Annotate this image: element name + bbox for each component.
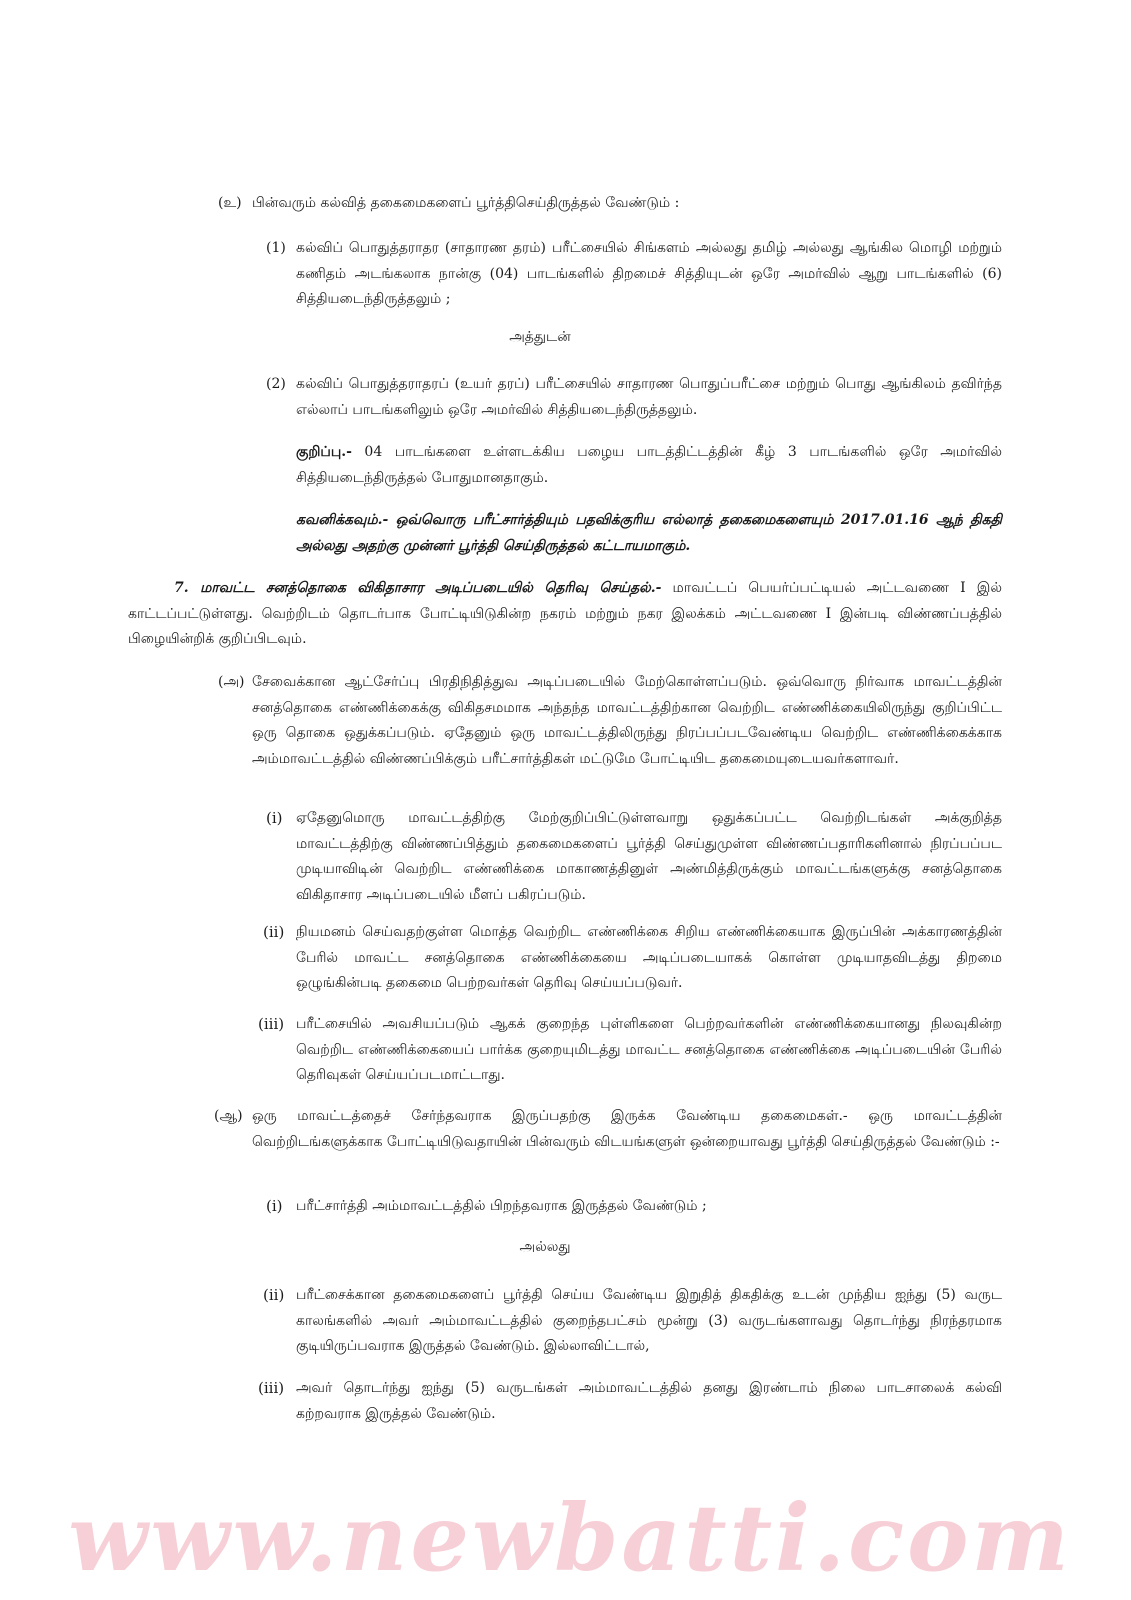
- attention-label: கவனிக்கவும்.-: [296, 512, 389, 528]
- note-text: 04 பாடங்களை உள்ளடக்கிய பழைய பாடத்திட்டத்தின் கீழ் 3 பாடங்களில் ஒரே அமர்வில் சித்தியடைந்திருத்தல் போதுமானதாகும்.: [296, 444, 1002, 486]
- edu-item-1-label: (1): [266, 240, 286, 256]
- note-paragraph: [296, 440, 1002, 491]
- or-connector: அல்லது: [519, 1239, 571, 1255]
- attention-text: ஒவ்வொரு பரீட்சார்த்தியும் பதவிக்குரிய எல்லாத் தகைமைகளையும் 2017.01.16 ஆந் திகதி அல்லது அதற்கு முன்னர் பூர்த்தி செய்திருத்தல் கட்டாயமாகும்.: [296, 512, 1002, 554]
- section-b-iii-label: (iii): [258, 1379, 285, 1397]
- section-7-paragraph: [128, 576, 1002, 653]
- section-a-ii-label: (ii): [263, 923, 285, 941]
- section-b-i-text: பரீட்சார்த்தி அம்மாவட்டத்தில் பிறந்தவராக இருத்தல் வேண்டும் ;: [296, 1198, 707, 1214]
- section-7-heading: 7. மாவட்ட சனத்தொகை விகிதாசார அடிப்படையில் தெரிவு செய்தல்.-: [174, 580, 662, 596]
- section-a-label: (அ): [218, 674, 245, 690]
- section-a-iii-text: பரீட்சையில் அவசியப்படும் ஆகக் குறைந்த புள்ளிகளை பெற்றவர்களின் எண்ணிக்கையானது நிலவுகின்ற வெற்றிட எண்ணிக்கையைப் பார்க்க குறையுமிடத்து மாவட்ட சனத்தொகை எண்ணிக்கை அடிப்படையின் பேரில் தெரிவுகள் செய்யப்படமாட்டாது.: [296, 1016, 1002, 1083]
- section-b-ii-label: (ii): [263, 1286, 285, 1304]
- section-u-text: பின்வரும் கல்வித் தகைமைகளைப் பூர்த்திசெய்திருத்தல் வேண்டும் :: [252, 195, 680, 211]
- edu-item-2-label: (2): [266, 376, 286, 392]
- and-connector: அத்துடன்: [509, 329, 571, 345]
- section-a-text: சேவைக்கான ஆட்சேர்ப்பு பிரதிநிதித்துவ அடிப்படையில் மேற்கொள்ளப்படும். ஒவ்வொரு நிர்வாக மாவட்டத்தின் சனத்தொகை எண்ணிக்கைக்கு விகிதசமமாக அந்தந்த மாவட்டத்திற்கான வெற்றிட எண்ணிக்கையிலிருந்து குறிப்பிட்ட ஒரு தொகை ஒதுக்கப்படும். ஏதேனும் ஒரு மாவட்டத்திலிருந்து நிரப்பப்படவேண்டிய வெற்றிட எண்ணிக்கைக்காக அம்மாவட்டத்தில் விண்ணப்பிக்கும் பரீட்சார்த்திகள் மட்டுமே போட்டியிட தகைமையுடையவர்களாவர்.: [252, 674, 1002, 767]
- section-7-text: மாவட்டப் பெயர்ப்பட்டியல் அட்டவணை I இல் காட்டப்பட்டுள்ளது. வெற்றிடம் தொடர்பாக போட்டியிடுகின்ற நகரம் மற்றும் நகர இலக்கம் அட்டவணை I இன்படி விண்ணப்பத்தில் பிழையின்றிக் குறிப்பிடவும்.: [128, 580, 1002, 647]
- watermark-text: www.newbatti.com: [68, 1484, 1072, 1592]
- section-b-label: (ஆ): [214, 1108, 243, 1124]
- section-b-i-label: (i): [266, 1197, 283, 1215]
- edu-item-2-text: கல்விப் பொதுத்தராதரப் (உயர் தரப்) பரீட்சையில் சாதாரண பொதுப்பரீட்சை மற்றும் பொது ஆங்கிலம் தவிர்ந்த எல்லாப் பாடங்களிலும் ஒரே அமர்வில் சித்தியடைந்திருத்தலும்.: [296, 376, 1002, 418]
- section-b-text: ஒரு மாவட்டத்தைச் சேர்ந்தவராக இருப்பதற்கு இருக்க வேண்டிய தகைமைகள்.- ஒரு மாவட்டத்தின் வெற்றிடங்களுக்காக போட்டியிடுவதாயின் பின்வரும் விடயங்களுள் ஒன்றையாவது பூர்த்தி செய்திருத்தல் வேண்டும் :-: [252, 1108, 1002, 1150]
- section-b-ii-text: பரீட்சைக்கான தகைமைகளைப் பூர்த்தி செய்ய வேண்டிய இறுதித் திகதிக்கு உடன் முந்திய ஐந்து (5) வருட காலங்களில் அவர் அம்மாவட்டத்தில் குறைந்தபட்சம் மூன்று (3) வருடங்களாவது தொடர்ந்து நிரந்தரமாக குடியிருப்பவராக இருத்தல் வேண்டும். இல்லாவிட்டால்,: [296, 1287, 1002, 1354]
- section-a-i-label: (i): [266, 809, 283, 827]
- edu-item-1-text: கல்விப் பொதுத்தராதர (சாதாரண தரம்) பரீட்சையில் சிங்களம் அல்லது தமிழ் அல்லது ஆங்கில மொழி மற்றும் கணிதம் அடங்கலாக நான்கு (04) பாடங்களில் திறமைச் சித்தியுடன் ஒரே அமர்வில் ஆறு பாடங்களில் (6) சித்தியடைந்திருத்தலும் ;: [296, 240, 1002, 307]
- section-a-i-text: ஏதேனுமொரு மாவட்டத்திற்கு மேற்குறிப்பிட்டுள்ளவாறு ஒதுக்கப்பட்ட வெற்றிடங்கள் அக்குறித்த மாவட்டத்திற்கு விண்ணப்பித்தும் தகைமைகளைப் பூர்த்தி செய்துமுள்ள விண்ணப்பதாரிகளினால் நிரப்பப்பட முடியாவிடின் வெற்றிட எண்ணிக்கை மாகாணத்தினுள் அண்மித்திருக்கும் மாவட்டங்களுக்கு சனத்தொகை விகிதாசார அடிப்படையில் மீளப் பகிரப்படும்.: [296, 810, 1002, 903]
- section-a-iii-label: (iii): [258, 1015, 285, 1033]
- section-b-iii-text: அவர் தொடர்ந்து ஐந்து (5) வருடங்கள் அம்மாவட்டத்தில் தனது இரண்டாம் நிலை பாடசாலைக் கல்வி கற்றவராக இருத்தல் வேண்டும்.: [296, 1380, 1002, 1422]
- note-label: குறிப்பு.-: [296, 444, 352, 460]
- section-u-label: (உ): [218, 195, 242, 211]
- attention-paragraph: [296, 508, 1002, 559]
- section-a-ii-text: நியமனம் செய்வதற்குள்ள மொத்த வெற்றிட எண்ணிக்கை சிறிய எண்ணிக்கையாக இருப்பின் அக்காரணத்தின் பேரில் மாவட்ட சனத்தொகை எண்ணிக்கையை அடிப்படையாகக் கொள்ள முடியாதவிடத்து திறமை ஒழுங்கின்படி தகைமை பெற்றவர்கள் தெரிவு செய்யப்படுவர்.: [296, 924, 1002, 991]
